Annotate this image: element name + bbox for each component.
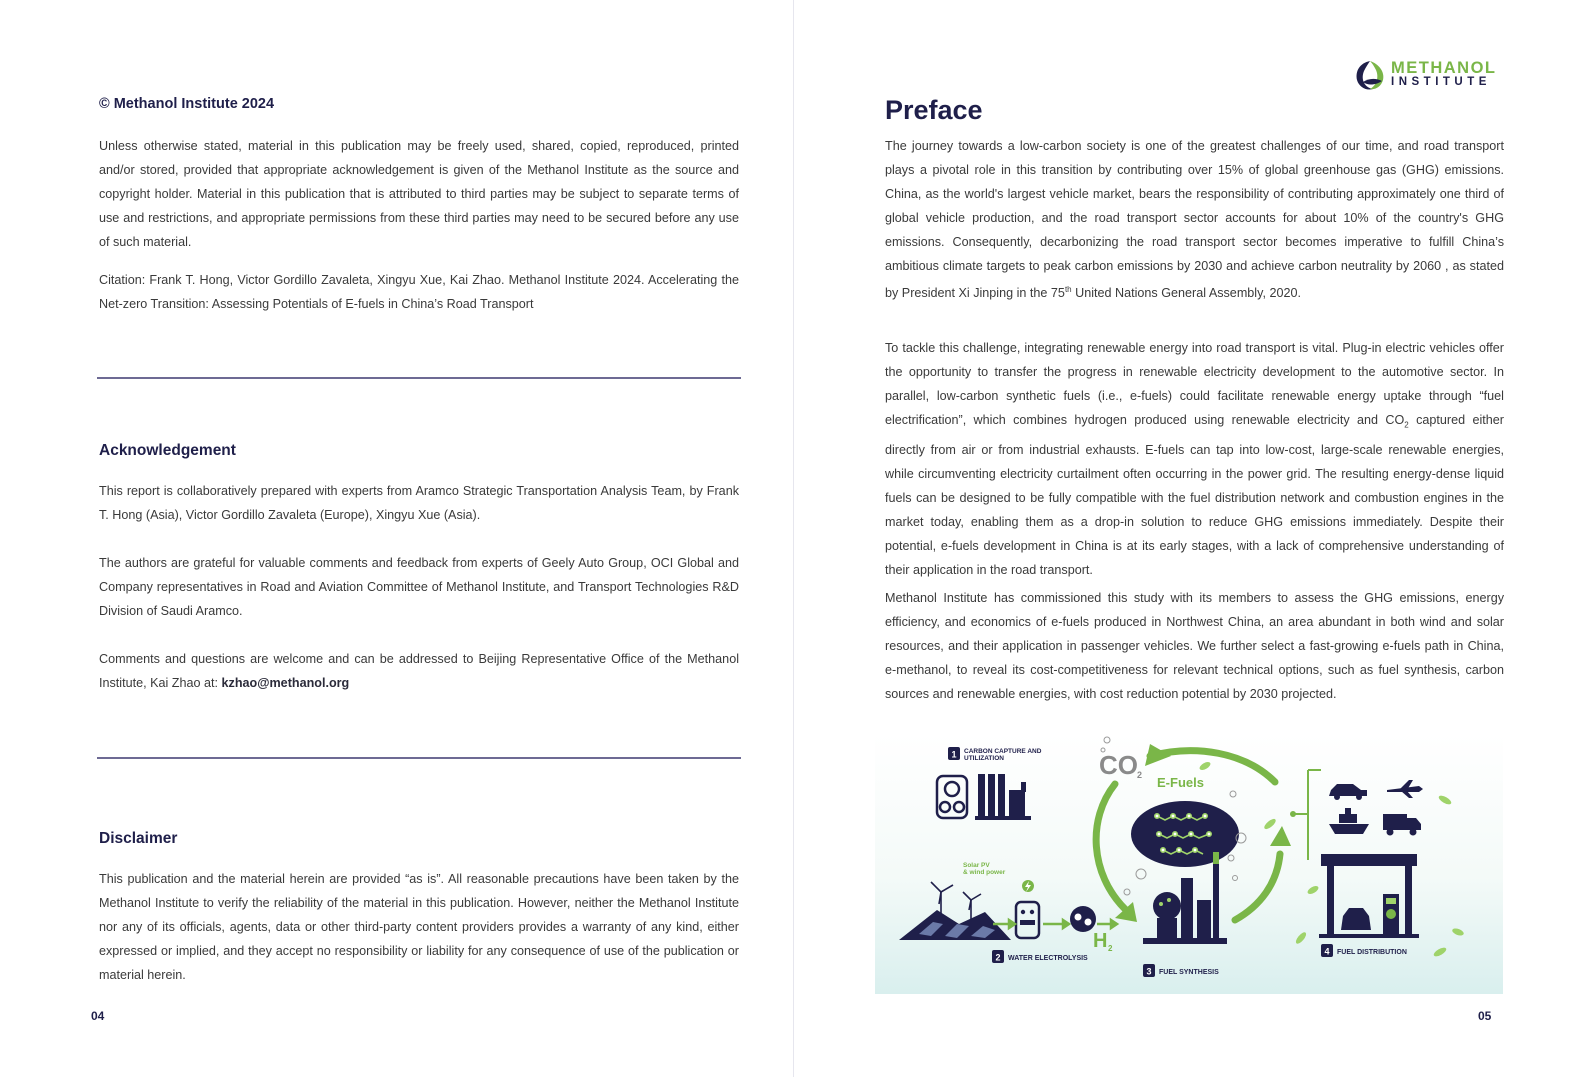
preface-text: captured either directly from air or from industrial exhausts. E-fuels can tap into low-cost, large-scale renewable energies, while circumventing electricity curtailment often occurring in the power grid. The resulting energy-dense liquid fuels can be designed to be fully compatible with the fuel distribution network and combustion engines in the market today, enabling them as a drop-in solution to reduce GHG emissions immediately. Despite their potential, e-fuels development in China is at its early stages, with a lack of comprehensive understanding of their application in the road transport. (885, 413, 1504, 577)
preface-paragraph (885, 134, 1504, 305)
acknowledgement-paragraph: The authors are grateful for valuable comments and feedback from experts of Geely Auto Group, OCI Global and Company representatives in Road and Aviation Committee of Methanol Institute, and Transport Technologies R&D Division of Saudi Aramco. (99, 556, 739, 618)
copyright-text: Unless otherwise stated, material in this publication may be freely used, shared, copied, reproduced, printed and/or stored, provided that appropriate acknowledgement is given of the Methanol Institute as the source and copyright holder. Material in this publication that is attributed to third parties may be subject to separate terms of use and restrictions, and appropriate permissions from these third parties may need to be secured before any use of such material. (99, 139, 739, 249)
disclaimer-text: This publication and the material herein are provided “as is”. All reasonable precautions have been taken by the Methanol Institute to verify the reliability of the material in this publication. However, neither the Methanol Institute nor any of its officials, agents, data or other third-party content providers provides a warranty of any kind, either expressed or implied, and they accept no responsibility or liability for any consequence of use of the publication or material herein. (99, 872, 739, 982)
copyright-heading: © Methanol Institute 2024 (99, 96, 275, 112)
logo-leaf-icon (1353, 58, 1387, 92)
step-label: WATER ELECTROLYSIS (1008, 955, 1088, 962)
step-label: UTILIZATION (964, 755, 1004, 762)
solar-wind-label: Solar PV (963, 862, 990, 869)
co2-subscript: 2 (1137, 770, 1143, 780)
page-number: 05 (1478, 1009, 1492, 1023)
disclaimer-heading: Disclaimer (99, 830, 178, 847)
contact-email-link[interactable]: kzhao@methanol.org (221, 676, 350, 690)
preface-text: United Nations General Assembly, 2020. (1071, 286, 1301, 301)
preface-text: To tackle this challenge, integrating renewable energy into road transport is vital. Plug-in electric vehicles offer the opportunity to transfer the progress in renewable electricity development to the automotive sector. In parallel, low-carbon synthetic fuels (i.e., e-fuels) could facilitate renewable energy uptake through “fuel electrification”, which combines hydrogen produced using renewable electricity and CO (885, 341, 1504, 427)
step-label: FUEL SYNTHESIS (1159, 969, 1219, 976)
left-page (0, 0, 793, 1077)
preface-paragraph (885, 336, 1504, 582)
contact-text: Comments and questions are welcome and can be addressed to Beijing Representative Office of the Methanol Institute, Kai Zhao at: (99, 652, 739, 690)
preface-heading: Preface (885, 95, 983, 125)
logo-wordmark-top: METHANOL (1391, 59, 1497, 77)
efuels-diagram-svg (875, 734, 1503, 994)
solar-wind-label: & wind power (963, 869, 1006, 876)
step-number: 3 (1146, 966, 1152, 977)
logo-wordmark-bottom: INSTITUTE (1391, 76, 1491, 88)
chimney-glow-icon (1213, 852, 1219, 864)
step-number: 1 (951, 749, 957, 760)
co2-label: CO (1099, 750, 1138, 780)
fuel-drop-icon (1386, 909, 1396, 919)
divider-rule (97, 757, 741, 759)
molecule-oval-icon (1131, 801, 1239, 867)
citation-text: Citation: Frank T. Hong, Victor Gordillo Zavaleta, Xingyu Xue, Kai Zhao. Methanol Institute 2024. Accelerating the Net-zero Transition: Assessing Potentials of E-fuels in China’s Road Transport (99, 273, 739, 311)
step-number: 2 (995, 952, 1001, 963)
efuels-process-illustration (875, 734, 1503, 994)
acknowledgement-heading: Acknowledgement (99, 442, 236, 459)
methanol-institute-logo (1353, 58, 1503, 92)
preface-text: The journey towards a low-carbon society is one of the greatest challenges of our time, and road transport plays a pivotal role in this transition by contributing over 15% of global greenhouse gas (GHG) emissions. China, as the world's largest vehicle market, bears the responsibility of contributing approximately one third of global vehicle production, and the road transport sector accounts for about 10% of the country's GHG emissions. Consequently, decarbonizing the road transport sector becomes imperative to fulfill China’s ambitious climate targets to peak carbon emissions by 2030 and achieve carbon neutrality by 2060 , as stated by President Xi Jinping in the 75 (885, 139, 1504, 301)
efuels-label: E-Fuels (1157, 775, 1204, 790)
page-number: 04 (91, 1009, 105, 1023)
subscript: 2 (1404, 420, 1409, 430)
h2-label: H (1093, 930, 1108, 952)
superscript: th (1064, 285, 1072, 294)
h2-molecule-icon (1070, 906, 1096, 932)
divider-rule (97, 377, 741, 379)
acknowledgement-contact (99, 647, 739, 695)
preface-paragraph: Methanol Institute has commissioned this study with its members to assess the GHG emissions, energy efficiency, and economics of e-fuels produced in Northwest China, an area abundant in both wind and solar resources, and their application in passenger vehicles. We further select a fast-growing e-fuels path in China, e-methanol, to reveal its cost-competitiveness for relevant technical options, such as fuel synthesis, carbon sources and renewable energies, with cost reduction potential by 2030 projected. (885, 591, 1504, 701)
page-spine-divider (793, 0, 794, 1077)
acknowledgement-paragraph: This report is collaboratively prepared with experts from Aramco Strategic Transportation Analysis Team, by Frank T. Hong (Asia), Victor Gordillo Zavaleta (Europe), Xingyu Xue (Asia). (99, 484, 739, 522)
step-label: CARBON CAPTURE AND (964, 748, 1042, 755)
h2-subscript: 2 (1108, 944, 1113, 953)
step-number: 4 (1324, 946, 1330, 957)
step-label: FUEL DISTRIBUTION (1337, 949, 1407, 956)
